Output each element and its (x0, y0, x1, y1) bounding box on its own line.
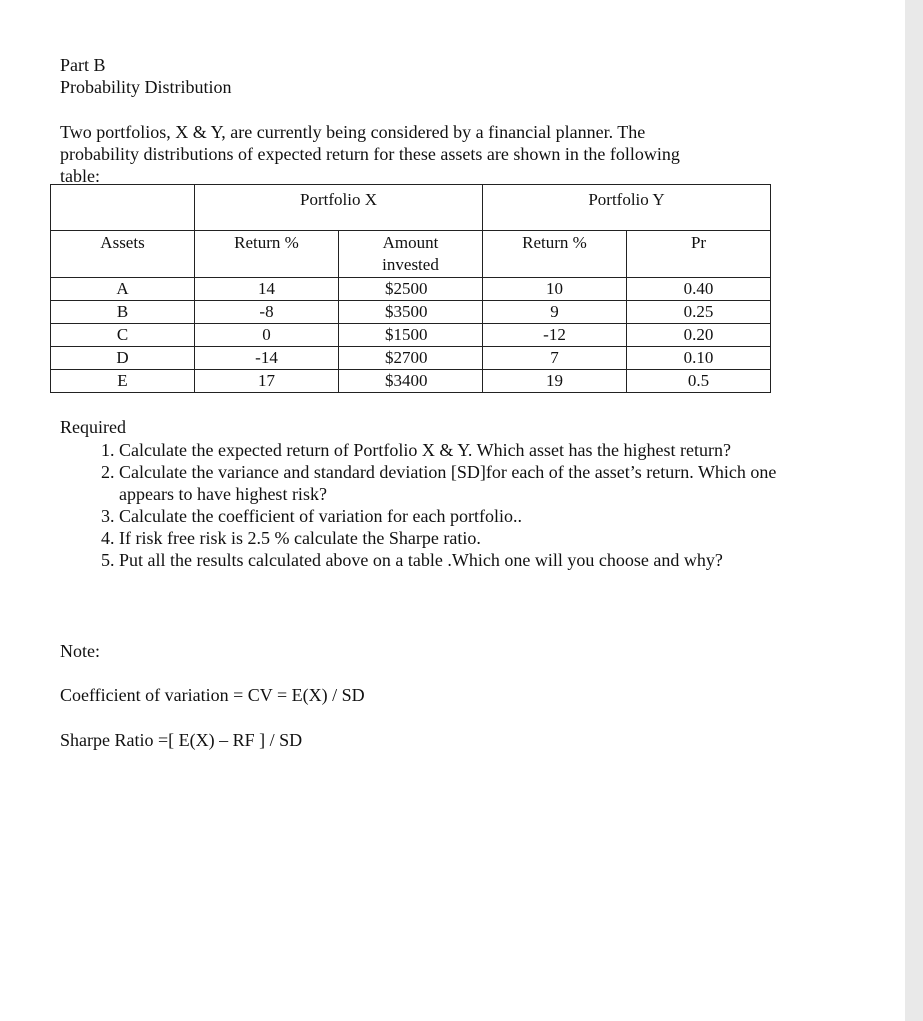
cv-formula: Coefficient of variation = CV = E(X) / SD (60, 685, 365, 705)
list-item: 1. Calculate the expected return of Portfolio X & Y. Which asset has the highest return? (119, 439, 799, 461)
cell-return-y: 19 (483, 370, 627, 393)
cell-return-y: -12 (483, 324, 627, 347)
table-group-header-blank (51, 185, 195, 231)
sharpe-formula: Sharpe Ratio =[ E(X) – RF ] / SD (60, 730, 303, 750)
section-title: Probability Distribution (60, 77, 232, 97)
cell-return-y: 7 (483, 347, 627, 370)
list-item: 2. Calculate the variance and standard deviation [SD]for each of the asset’s return. Which one appears to have highest risk? (119, 461, 799, 505)
cell-return-y: 9 (483, 301, 627, 324)
scroll-gutter (905, 0, 923, 1021)
cell-asset: E (51, 370, 195, 393)
table-row (51, 278, 771, 301)
cell-return-x: -14 (195, 347, 339, 370)
col-header-return-y: Return % (483, 231, 627, 278)
intro-line-3: table: (60, 166, 100, 186)
cell-asset: B (51, 301, 195, 324)
table-column-header-row (51, 231, 771, 278)
cell-amount: $2500 (339, 278, 483, 301)
cell-asset: A (51, 278, 195, 301)
list-item: 4. If risk free risk is 2.5 % calculate the Sharpe ratio. (119, 527, 799, 549)
cell-pr: 0.5 (627, 370, 771, 393)
cell-pr: 0.25 (627, 301, 771, 324)
table-row (51, 301, 771, 324)
note-label: Note: (60, 641, 100, 661)
cell-amount: $3400 (339, 370, 483, 393)
cell-return-x: 14 (195, 278, 339, 301)
col-header-pr: Pr (627, 231, 771, 278)
table-row (51, 324, 771, 347)
cell-pr: 0.40 (627, 278, 771, 301)
cell-return-x: 0 (195, 324, 339, 347)
table-group-header-row (51, 185, 771, 231)
col-header-assets: Assets (51, 231, 195, 278)
required-heading: Required (60, 417, 126, 437)
table-group-header-portfolio-x: Portfolio X (195, 185, 483, 231)
cell-return-y: 10 (483, 278, 627, 301)
intro-line-2: probability distributions of expected return for these assets are shown in the following (60, 144, 680, 164)
cell-asset: D (51, 347, 195, 370)
list-item: 5. Put all the results calculated above on a table .Which one will you choose and why? (119, 549, 799, 571)
cell-amount: $3500 (339, 301, 483, 324)
cell-asset: C (51, 324, 195, 347)
cell-return-x: 17 (195, 370, 339, 393)
cell-return-x: -8 (195, 301, 339, 324)
cell-amount: $1500 (339, 324, 483, 347)
table-group-header-portfolio-y: Portfolio Y (483, 185, 771, 231)
required-list (82, 439, 799, 571)
intro-line-1: Two portfolios, X & Y, are currently being considered by a financial planner. The (60, 122, 646, 142)
table-row (51, 370, 771, 393)
table-row (51, 347, 771, 370)
col-header-amount-invested: Amount invested (339, 231, 483, 278)
list-item: 3. Calculate the coefficient of variation for each portfolio.. (119, 505, 799, 527)
part-label: Part B (60, 55, 106, 75)
cell-amount: $2700 (339, 347, 483, 370)
cell-pr: 0.10 (627, 347, 771, 370)
probability-table (50, 184, 771, 393)
col-header-return-x: Return % (195, 231, 339, 278)
cell-pr: 0.20 (627, 324, 771, 347)
